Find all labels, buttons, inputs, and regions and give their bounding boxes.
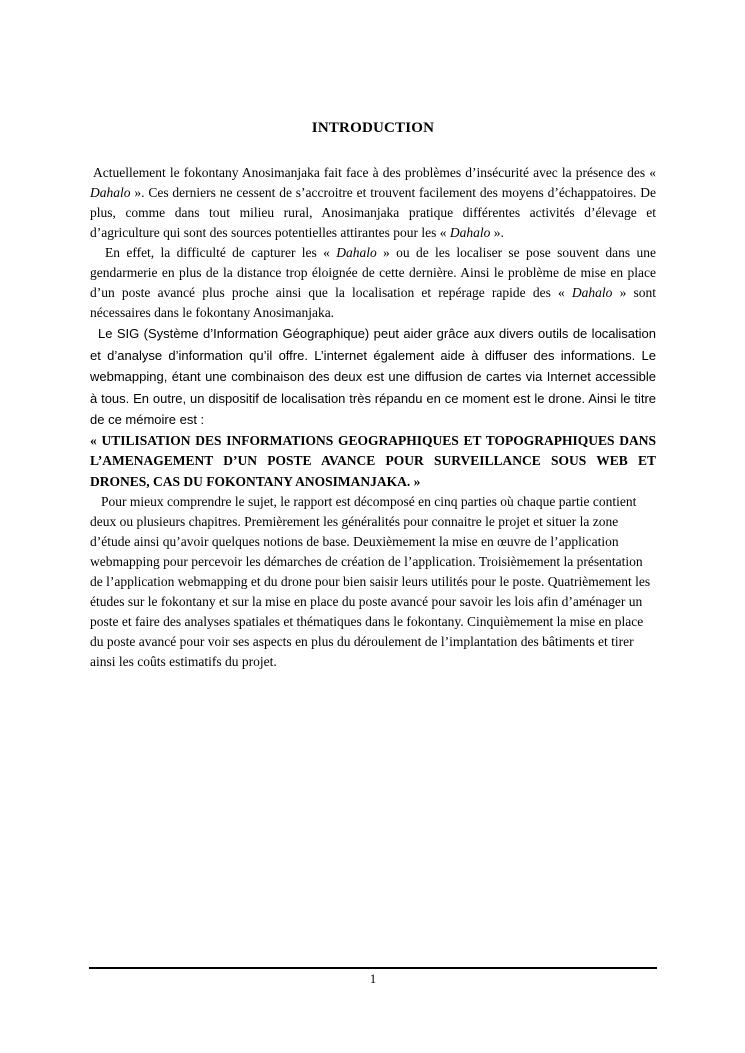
italic-text-run: Dahalo	[90, 185, 131, 200]
paragraphs-container	[90, 163, 656, 672]
text-run: Actuellement le fokontany Anosimanjaka fait face à des problèmes d’insécurité avec la présence des «	[93, 165, 656, 180]
text-run: » ou de les localiser se pose souvent dans une gendarmerie en plus de la distance trop éloignée de cette dernière. Ainsi le problème de mise en place d’un poste avancé plus proche ainsi que la localisation et repérage rapide des «	[90, 245, 656, 300]
paragraph	[90, 492, 656, 672]
text-run: En effet, la difficulté de capturer les «	[105, 245, 337, 260]
paragraph	[90, 243, 656, 323]
document-content	[90, 120, 656, 672]
page-number: 1	[369, 972, 377, 986]
text-run: Le SIG (Système d’Information Géographique) peut aider grâce aux divers outils de localisation et d’analyse d’information qu’il offre. L’internet également aide à diffuser des informations. Le webmapping, étant une combinaison des deux est une diffusion de cartes via Internet accessible à tous. En outre, un dispositif de localisation très répandu en ce moment est le drone. Ainsi le titre de ce mémoire est :	[90, 326, 656, 427]
text-run: ».	[490, 225, 504, 240]
page-title: INTRODUCTION	[311, 120, 435, 136]
paragraph	[90, 431, 656, 493]
text-run: ». Ces derniers ne cessent de s’accroitre et trouvent facilement des moyens d’échappatoires. De plus, comme dans tout milieu rural, Anosimanjaka pratique différentes activités d’élevage et d’agriculture qui sont des sources potentielles attirantes pour les «	[90, 185, 656, 240]
footer-divider	[89, 967, 657, 969]
paragraph	[90, 323, 656, 431]
page-footer	[89, 967, 657, 987]
italic-text-run: Dahalo	[571, 285, 613, 300]
text-run: « UTILISATION DES INFORMATIONS GEOGRAPHIQUES ET TOPOGRAPHIQUES DANS L’AMENAGEMENT D’UN POSTE AVANCE POUR SURVEILLANCE SOUS WEB ET DRONES, CAS DU FOKONTANY ANOSIMANJAKA. »	[90, 432, 656, 489]
italic-text-run: Dahalo	[336, 245, 377, 260]
text-run: Pour mieux comprendre le sujet, le rapport est décomposé en cinq parties où chaque partie contient deux ou plusieurs chapitres. Premièrement les généralités pour connaitre le projet et situer la zone d’étude ainsi qu’avoir quelques notions de base. Deuxièmement la mise en œuvre de l’application webmapping pour percevoir les démarches de création de l’application. Troisièmement la présentation de l’application webmapping et du drone pour bien saisir leurs utilités pour le poste. Quatrièmement les études sur le fokontany et sur la mise en place du poste avancé pour savoir les lois afin d’aménager un poste et faire des analyses spatiales et thématiques dans le fokontany. Cinquièmement la mise en place du poste avancé pour voir ses aspects en plus du déroulement de l’implantation des bâtiments et tirer ainsi les coûts estimatifs du projet.	[90, 494, 651, 669]
text-run: » sont nécessaires dans le fokontany Anosimanjaka.	[90, 285, 656, 320]
paragraph	[90, 163, 656, 243]
italic-text-run: Dahalo	[449, 225, 491, 240]
